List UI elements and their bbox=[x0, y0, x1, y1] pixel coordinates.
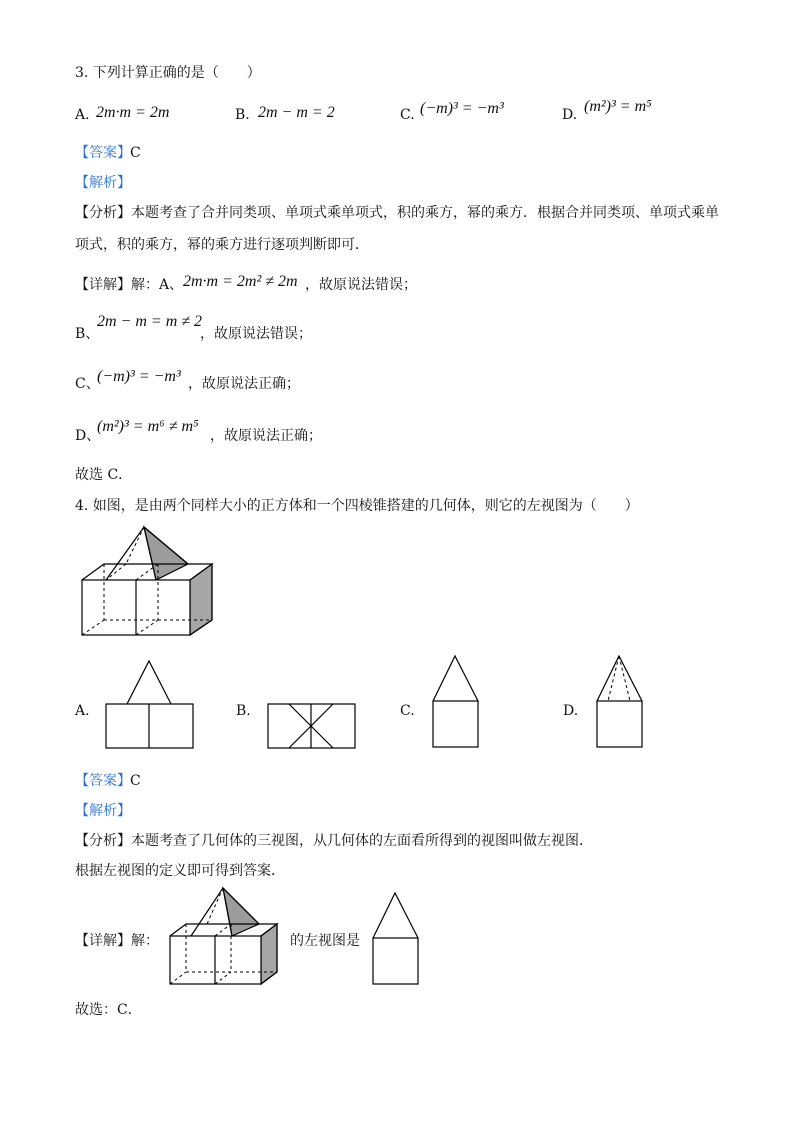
q3-fenxi-line1: 本题考查了合并同类项、单项式乘单项式，积的乘方，幂的乘方．根据合并同类项、单项式乘单 bbox=[131, 205, 719, 221]
q3-detail-a-suffix: ，故原说法错误； bbox=[305, 277, 417, 293]
q4-detail-solid-figure bbox=[167, 886, 282, 986]
q3-detail-d-prefix: D、 bbox=[75, 428, 101, 444]
q4-option-b-figure bbox=[267, 703, 357, 749]
q3-fenxi-tag: 【分析】 bbox=[75, 205, 131, 221]
q3-conclusion: 故选 C． bbox=[75, 467, 133, 483]
q4-answer-value: C bbox=[130, 773, 141, 789]
q3-fenxi-line2: 项式，积的乘方，幂的乘方进行逐项判断即可． bbox=[75, 237, 369, 253]
q4-solid-figure bbox=[78, 525, 218, 635]
q4-detail-prefix: 解： bbox=[131, 933, 159, 949]
q4-option-c-figure bbox=[431, 653, 481, 749]
q3-detail-d-suffix: ，故原说法正确； bbox=[210, 428, 322, 444]
q3-detail-c-suffix: ，故原说法正确； bbox=[188, 376, 300, 392]
q3-detail-tag: 【详解】 bbox=[75, 277, 131, 293]
q4-fenxi-line1: 本题考查了几何体的三视图，从几何体的左面看所得到的视图叫做左视图． bbox=[131, 833, 593, 849]
q3-detail-d-expr: (m²)³ = m⁶ ≠ m⁵ bbox=[97, 418, 199, 435]
q3-detail-b-suffix: ，故原说法错误； bbox=[200, 326, 312, 342]
q3-analysis-tag: 【解析】 bbox=[75, 175, 131, 191]
q3-option-d-label: D. bbox=[562, 107, 578, 123]
q3-question: 3. 下列计算正确的是（ ） bbox=[75, 65, 261, 81]
q3-detail-a-prefix: 解：A、 bbox=[131, 277, 184, 293]
q4-fenxi-tag: 【分析】 bbox=[75, 833, 131, 849]
q4-analysis-tag: 【解析】 bbox=[75, 803, 131, 819]
q4-option-a-figure bbox=[105, 657, 195, 749]
q4-option-d-figure bbox=[595, 653, 645, 749]
q4-answer-tag: 【答案】 bbox=[75, 773, 131, 789]
q3-detail-b-prefix: B、 bbox=[75, 326, 100, 342]
q4-option-b-label: B. bbox=[236, 703, 251, 719]
q4-detail-left-view bbox=[371, 890, 421, 986]
q3-answer-tag: 【答案】 bbox=[75, 145, 131, 161]
q4-question: 4. 如图，是由两个同样大小的正方体和一个四棱锥搭建的几何体，则它的左视图为（ ） bbox=[75, 498, 639, 514]
q4-option-c-label: C. bbox=[400, 703, 415, 719]
q3-option-b-expr: 2m − m = 2 bbox=[258, 104, 335, 121]
q3-detail-c-expr: (−m)³ = −m³ bbox=[97, 368, 181, 385]
q4-option-a-label: A. bbox=[75, 703, 90, 719]
q4-conclusion: 故选：C． bbox=[75, 1002, 142, 1018]
q4-detail-tag: 【详解】 bbox=[75, 933, 131, 949]
q3-option-a-expr: 2m·m = 2m bbox=[96, 104, 170, 121]
q3-option-d-expr: (m²)³ = m⁵ bbox=[584, 98, 652, 115]
q3-detail-c-prefix: C、 bbox=[75, 376, 100, 392]
q4-detail-mid: 的左视图是 bbox=[290, 933, 360, 949]
q3-answer-value: C bbox=[130, 145, 141, 161]
q4-fenxi-line2: 根据左视图的定义即可得到答案． bbox=[75, 863, 285, 879]
q3-option-c-label: C. bbox=[400, 107, 415, 123]
q3-option-a-label: A. bbox=[75, 107, 90, 123]
q3-option-b-label: B. bbox=[235, 107, 250, 123]
q4-option-d-label: D. bbox=[563, 703, 579, 719]
q3-detail-b-expr: 2m − m = m ≠ 2 bbox=[97, 313, 203, 330]
q3-option-c-expr: (−m)³ = −m³ bbox=[420, 100, 504, 117]
q3-detail-a-expr: 2m·m = 2m² ≠ 2m bbox=[183, 273, 298, 290]
